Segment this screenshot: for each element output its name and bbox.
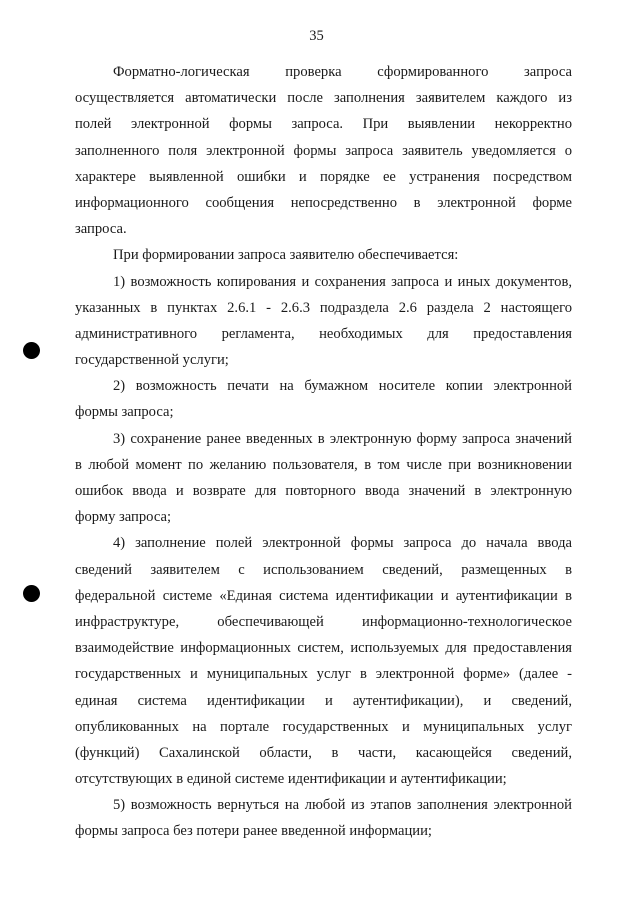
document-body [75, 59, 572, 845]
text-line: отсутствующих в единой системе идентификации и аутентификации; [75, 771, 507, 788]
text-line: федеральной системе «Единая система идентификации и аутентификации в [75, 587, 572, 604]
text-line: 1) возможность копирования и сохранения запроса и иных документов, [113, 273, 572, 290]
text-line: 4) заполнение полей электронной формы запроса до начала ввода [113, 535, 572, 552]
text-line: (функций) Сахалинской области, в части, касающейся сведений, [75, 744, 572, 761]
text-line: При формировании запроса заявителю обеспечивается: [113, 247, 459, 264]
text-line: 3) сохранение ранее введенных в электронную форму запроса значений [113, 430, 572, 447]
text-line: единая система идентификации и аутентификации), и сведений, [75, 692, 572, 709]
paragraph-provisions-intro [75, 242, 572, 268]
text-line: ошибок ввода и возврате для повторного ввода значений в электронную [75, 483, 572, 499]
text-line: сведений заявителем с использованием сведений, размещенных в [75, 561, 572, 578]
text-line: характере выявленной ошибки и порядке ее устранения посредством [75, 168, 572, 185]
punch-hole-mark [23, 585, 40, 602]
text-line: заполненного поля электронной формы запроса заявитель уведомляется о [75, 142, 572, 159]
paragraph-item-1 [75, 269, 572, 374]
text-line: указанных в пунктах 2.6.1 - 2.6.3 подраздела 2.6 раздела 2 настоящего [75, 299, 572, 316]
text-line: опубликованных на портале государственных и муниципальных услуг [75, 718, 572, 735]
paragraph-item-3 [75, 426, 572, 531]
text-line: формы запроса без потери ранее введенной информации; [75, 823, 432, 840]
text-line: административного регламента, необходимых для предоставления [75, 325, 572, 342]
text-line: информационного сообщения непосредственно в электронной форме [75, 194, 572, 211]
text-line: полей электронной формы запроса. При выявлении некорректно [75, 116, 572, 133]
punch-hole-mark [23, 342, 40, 359]
text-line: взаимодействие информационных систем, используемых для предоставления [75, 640, 572, 657]
paragraph-item-4 [75, 530, 572, 792]
paragraph-item-5 [75, 792, 572, 844]
text-line: запроса. [75, 221, 127, 238]
text-line: 2) возможность печати на бумажном носителе копии электронной [113, 378, 572, 395]
page-number: 35 [309, 28, 324, 44]
text-line: государственной услуги; [75, 352, 229, 369]
text-line: государственных и муниципальных услуг в электронной форме» (далее - [75, 666, 572, 683]
text-line: в любой момент по желанию пользователя, в том числе при возникновении [75, 456, 572, 473]
paragraph-format-check [75, 59, 572, 242]
text-line: осуществляется автоматически после заполнения заявителем каждого из [75, 90, 572, 107]
text-line: 5) возможность вернуться на любой из этапов заполнения электронной [113, 797, 572, 814]
paragraph-item-2 [75, 373, 572, 425]
text-line: инфраструктуре, обеспечивающей информационно-технологическое [75, 613, 572, 630]
text-line: формы запроса; [75, 404, 174, 421]
text-line: Форматно-логическая проверка сформированного запроса [113, 64, 572, 80]
text-line: форму запроса; [75, 509, 172, 526]
